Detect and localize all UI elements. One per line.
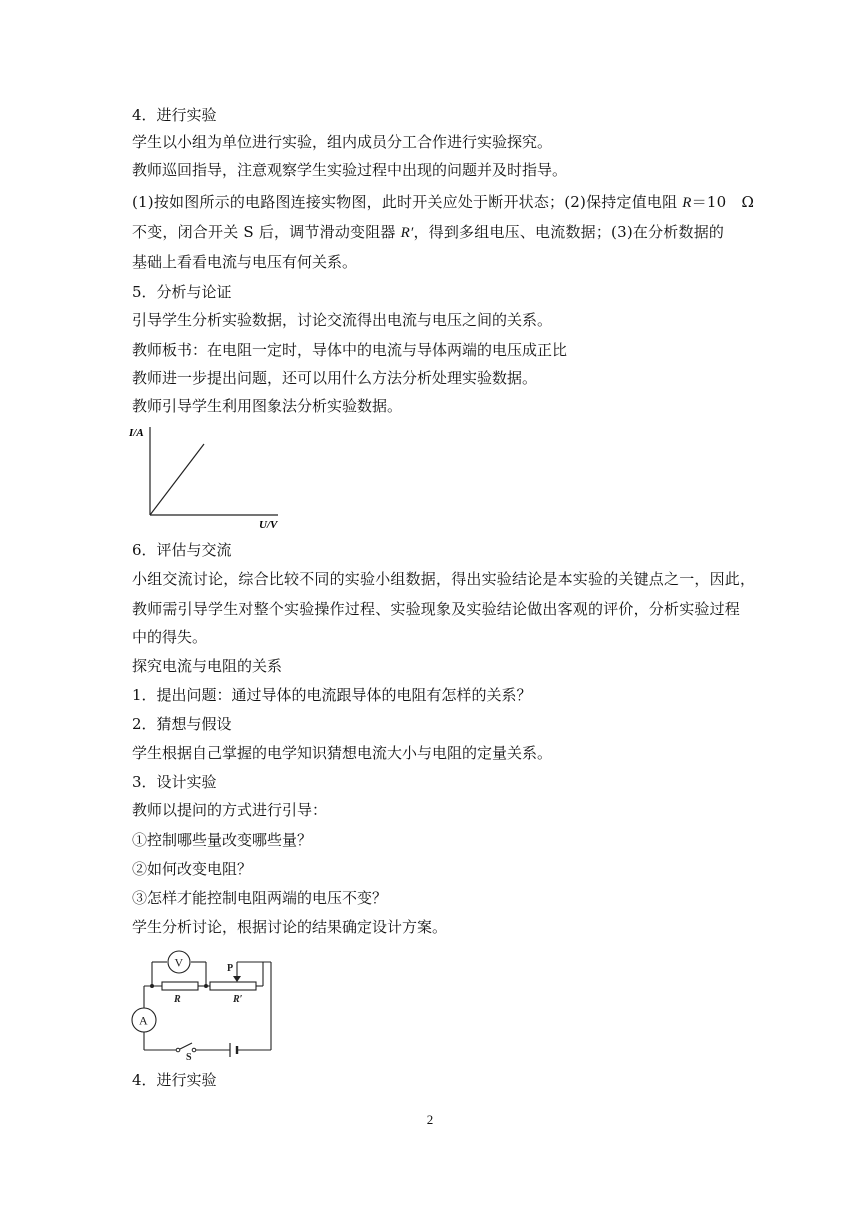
switch-label: S [186,1052,192,1060]
heading-6: 6．评估与交流 [132,541,232,559]
slider-arrow [233,976,241,982]
question-2: ②如何改变电阻？ [132,860,253,878]
heading-2: 2．猜想与假设 [132,715,232,733]
symbol-r-prime: R′ [400,225,414,241]
heading-4: 4．进行实验 [132,106,217,124]
circuit-diagram [126,948,278,1060]
heading-3: 3．设计实验 [132,773,217,791]
junction-dot [204,984,208,988]
junction-dot [150,984,154,988]
text: ，得到多组电压、电流数据；(3)在分析数据的 [413,223,725,241]
paragraph: 学生以小组为单位进行实验，组内成员分工合作进行实验探究。 [132,133,553,151]
paragraph: 教师巡回指导，注意观察学生实验过程中出现的问题并及时指导。 [132,161,568,179]
question-1: ①控制哪些量改变哪些量？ [132,831,313,849]
paragraph: 教师板书：在电阻一定时，导体中的电流与导体两端的电压成正比 [132,341,568,359]
switch-contact [192,1048,196,1052]
paragraph: 基础上看看电流与电压有何关系。 [132,253,358,271]
slider-label: P [227,963,234,974]
resistor [162,982,198,990]
paragraph: 教师以提问的方式进行引导： [132,801,328,819]
paragraph: 教师进一步提出问题，还可以用什么方法分析处理实验数据。 [132,369,538,387]
question-3: ③怎样才能控制电阻两端的电压不变？ [132,889,388,907]
current-voltage-graph [128,423,288,531]
resistor-label: R [174,994,181,1005]
proportional-line [150,444,204,515]
heading-1: 1．提出问题：通过导体的电流跟导体的电阻有怎样的关系？ [132,686,532,704]
text: (1)按如图所示的电路图连接实物图，此时开关应处于断开状态；(2)保持定值电阻 [132,193,683,211]
section-title: 探究电流与电阻的关系 [132,657,283,675]
y-axis-label: I/A [129,427,144,439]
paragraph: 引导学生分析实验数据，讨论交流得出电流与电压之间的关系。 [132,311,553,329]
page-number: 2 [426,1112,434,1127]
heading-5: 5．分析与论证 [132,283,232,301]
x-axis-label: U/V [259,519,278,531]
rheostat-label: R′ [233,994,243,1005]
paragraph: 中的得失。 [132,628,208,646]
text: 不变，闭合开关 S 后，调节滑动变阻器 [132,223,401,241]
paragraph: 学生根据自己掌握的电学知识猜想电流大小与电阻的定量关系。 [132,744,553,762]
paragraph-steps [132,192,755,213]
paragraph: 学生分析讨论，根据讨论的结果确定设计方案。 [132,918,448,936]
ammeter-label: A [139,1013,148,1028]
paragraph-steps [132,222,732,243]
heading-4: 4．进行实验 [132,1071,217,1089]
symbol-r: R [682,195,692,211]
paragraph: 教师需引导学生对整个实验操作过程、实验现象及实验结论做出客观的评价，分析实验过程 [132,600,741,618]
paragraph: 教师引导学生利用图象法分析实验数据。 [132,397,403,415]
paragraph: 小组交流讨论，综合比较不同的实验小组数据，得出实验结论是本实验的关键点之一，因此， [132,570,756,588]
switch-blade [178,1043,192,1050]
switch-contact [176,1048,180,1052]
rheostat [210,982,256,990]
text: ＝10 Ω [691,193,755,211]
voltmeter-label: V [174,955,184,970]
